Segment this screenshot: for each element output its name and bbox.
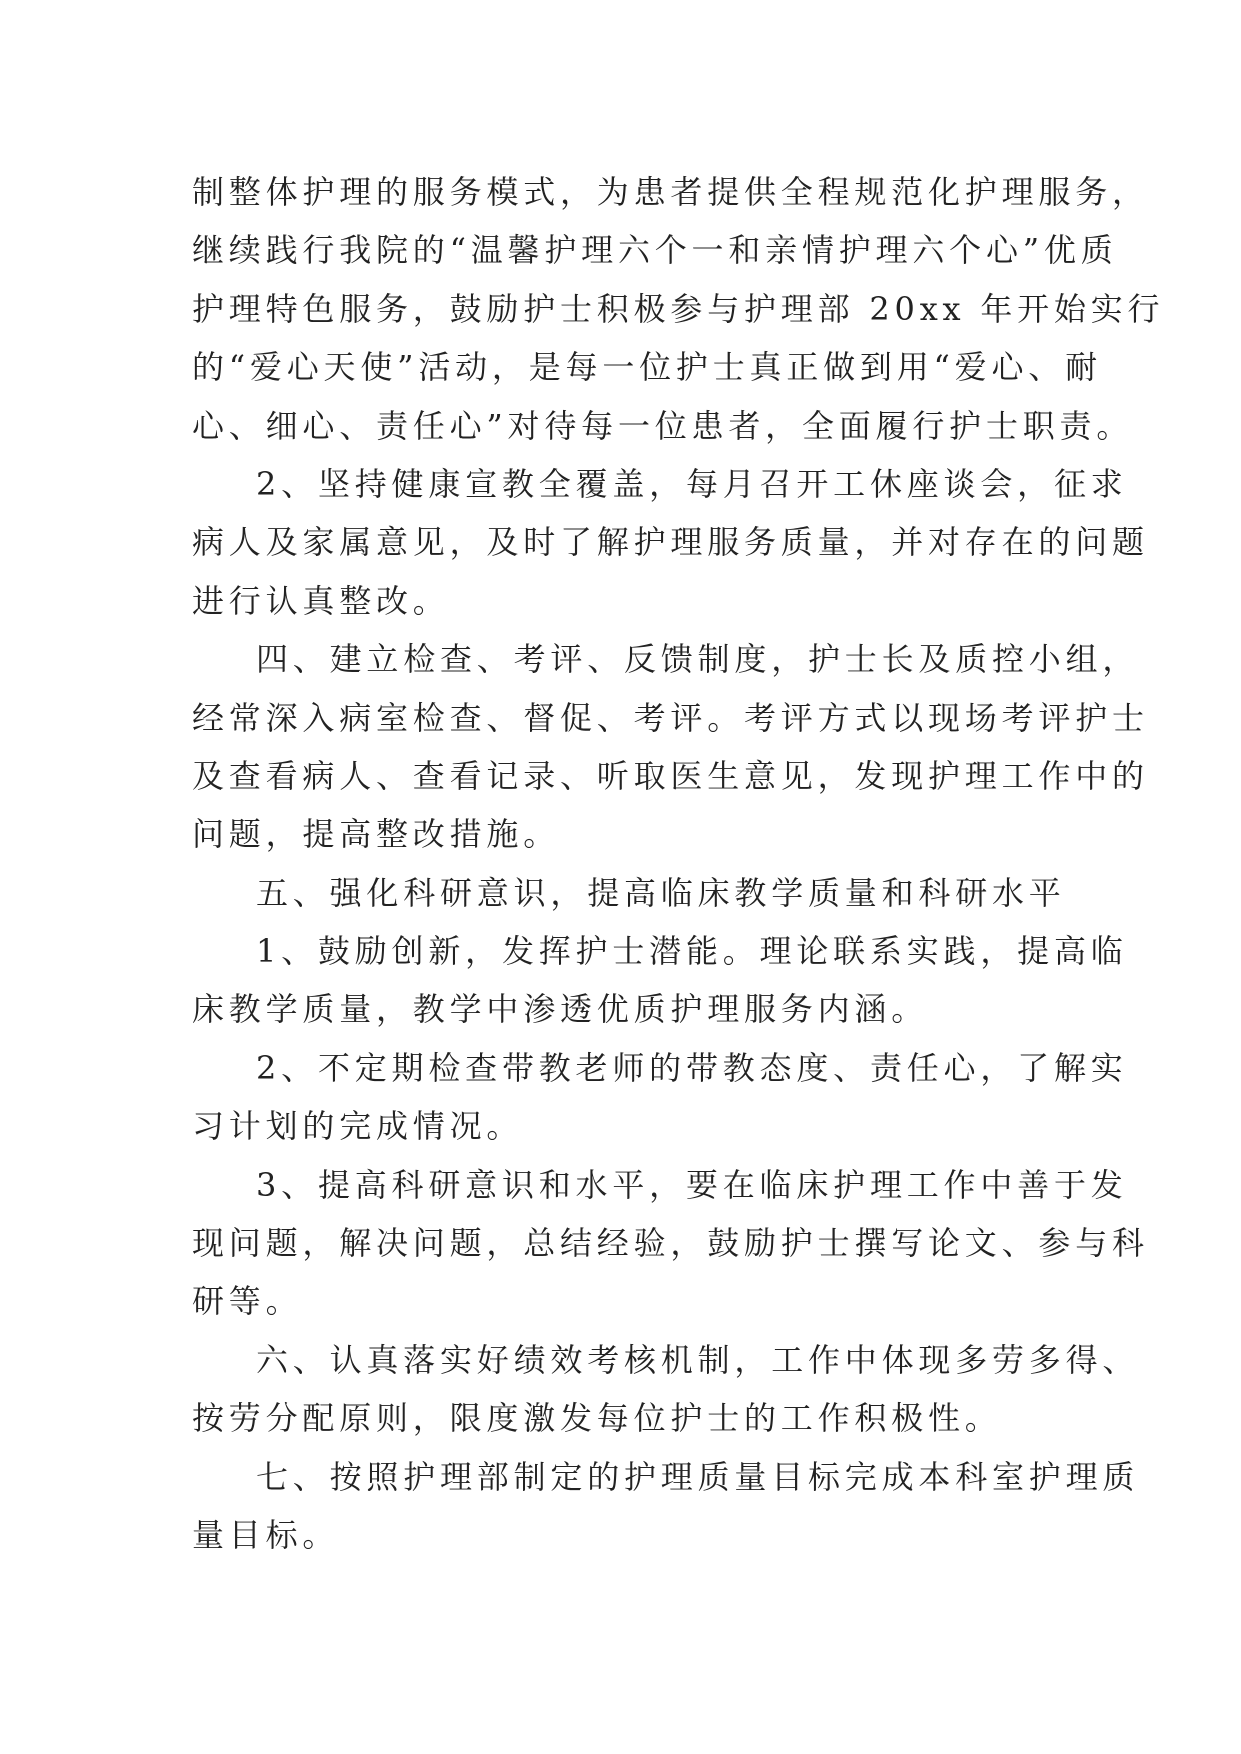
paragraph-start-line: 2、坚持健康宣教全覆盖，每月召开工休座谈会，征求 — [256, 464, 1128, 503]
text-line: 及查看病人、查看记录、听取医生意见，发现护理工作中的 — [192, 756, 1149, 795]
section-heading-seven: 七、按照护理部制定的护理质量目标完成本科室护理质 — [256, 1457, 1140, 1496]
text-line: 问题，提高整改措施。 — [192, 815, 561, 854]
section-heading-five: 五、强化科研意识，提高临床教学质量和科研水平 — [256, 873, 1066, 912]
text-line: 进行认真整改。 — [192, 581, 450, 620]
text-line: 病人及家属意见，及时了解护理服务质量，并对存在的问题 — [192, 523, 1149, 562]
text-line: 按劳分配原则，限度激发每位护士的工作积极性。 — [192, 1399, 1002, 1438]
text-line: 习计划的完成情况。 — [192, 1107, 524, 1146]
document-body — [192, 163, 1165, 1564]
text-line: 床教学质量，教学中渗透优质护理服务内涵。 — [192, 990, 929, 1029]
text-line: 制整体护理的服务模式，为患者提供全程规范化护理服务， — [192, 173, 1149, 211]
text-line: 继续践行我院的“温馨护理六个一和亲情护理六个心”优质 — [192, 231, 1118, 270]
text-line: 现问题，解决问题，总结经验，鼓励护士撰写论文、参与科 — [192, 1224, 1149, 1263]
text-line: 量目标。 — [192, 1515, 340, 1554]
paragraph-start-line: 1、鼓励创新，发挥护士潜能。理论联系实践，提高临 — [256, 932, 1128, 971]
text-line: 护理特色服务，鼓励护士积极参与护理部 20xx 年开始实行 — [192, 289, 1165, 328]
text-line: 心、细心、责任心”对待每一位患者，全面履行护士职责。 — [192, 406, 1134, 445]
text-line: 的“爱心天使”活动，是每一位护士真正做到用“爱心、耐 — [192, 348, 1102, 387]
section-heading-six: 六、认真落实好绩效考核机制，工作中体现多劳多得、 — [256, 1340, 1140, 1379]
paragraph-start-line: 3、提高科研意识和水平，要在临床护理工作中善于发 — [256, 1165, 1128, 1204]
paragraph-start-line: 2、不定期检查带教老师的带教态度、责任心，了解实 — [256, 1048, 1128, 1087]
text-line: 经常深入病室检查、督促、考评。考评方式以现场考评护士 — [192, 698, 1149, 737]
section-heading-four: 四、建立检查、考评、反馈制度，护士长及质控小组， — [256, 640, 1140, 679]
text-line: 研等。 — [192, 1282, 303, 1321]
